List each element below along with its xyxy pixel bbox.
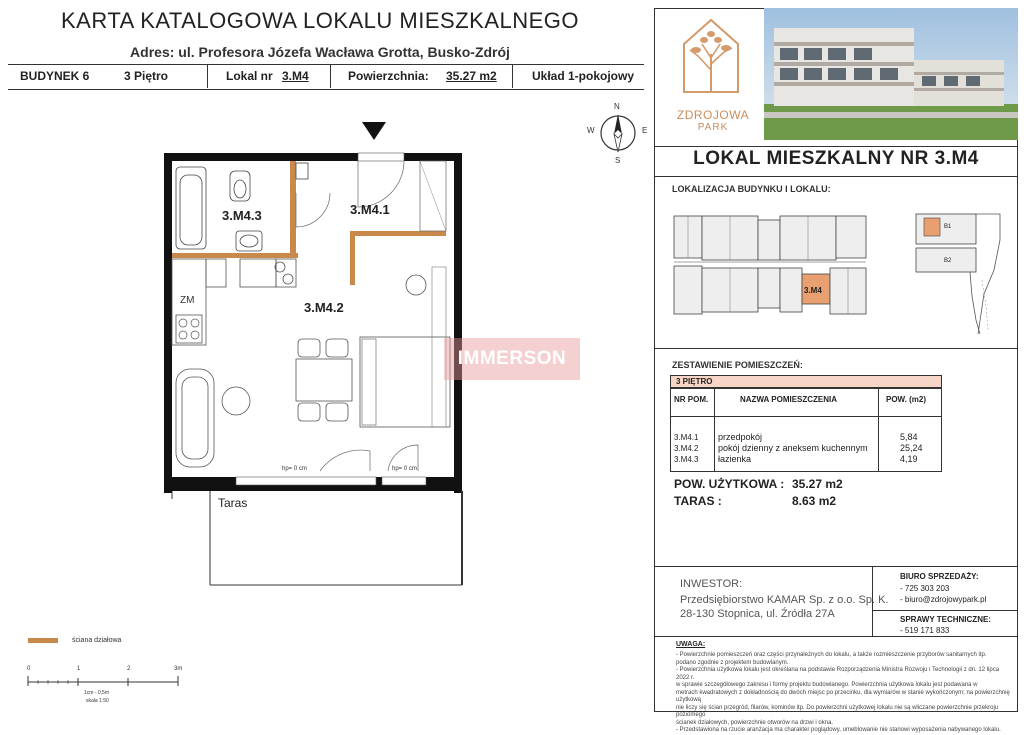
sales-label: BIURO SPRZEDAŻY: bbox=[900, 572, 979, 581]
floor-plan bbox=[150, 145, 480, 595]
scale-tick-1: 1 bbox=[77, 666, 81, 672]
document-title: KARTA KATALOGOWA LOKALU MIESZKALNEGO bbox=[60, 8, 580, 33]
table-row: 4,19 bbox=[900, 454, 918, 464]
terrace-total-label: TARAS : bbox=[674, 494, 722, 508]
zm-label: ZM bbox=[180, 295, 195, 306]
compass-n: N bbox=[614, 102, 620, 111]
table-row: 3.M4.1 bbox=[674, 433, 699, 442]
note-line: - Powierzchnie pomieszczeń oraz części przynależnych do lokalu, a także rozmieszczenie przyborów sanitarnych itp. bbox=[676, 652, 987, 658]
room-label-hall: 3.M4.1 bbox=[350, 202, 390, 217]
compass-e: E bbox=[642, 126, 648, 135]
note-line: - Przedstawiona na rzucie aranżacja ma charakter poglądowy, umeblowanie nie stanowi wyposażenia nabywanego lokalu. bbox=[676, 727, 1001, 733]
terrace-label: Taras bbox=[218, 496, 248, 510]
note-line: ścianek działowych, powierzchnie otworów na drzwi i okna. bbox=[676, 719, 834, 726]
compass-w: W bbox=[587, 126, 595, 135]
panel-divider bbox=[654, 348, 1018, 349]
table-col-divider bbox=[714, 388, 715, 472]
info-divider bbox=[330, 64, 331, 88]
col-area: POW. (m2) bbox=[886, 395, 927, 404]
table-row: 5,84 bbox=[900, 432, 918, 442]
panel-divider bbox=[654, 566, 1018, 567]
table-row: pokój dzienny z aneksem kuchennym bbox=[718, 443, 868, 453]
legend-wall-label: ściana działowa bbox=[72, 637, 122, 644]
note-lines bbox=[676, 652, 1014, 735]
address: Adres: ul. Profesora Józefa Wacława Grotta, Busko-Zdrój bbox=[130, 44, 510, 60]
table-head-divider bbox=[670, 416, 942, 417]
table-row: przedpokój bbox=[718, 432, 763, 442]
panel-divider bbox=[872, 610, 1018, 611]
table-col-divider bbox=[878, 388, 879, 472]
investor-label: INWESTOR: bbox=[680, 578, 743, 590]
table-row: łazienka bbox=[718, 454, 752, 464]
usable-label: POW. UŻYTKOWA : bbox=[674, 477, 785, 491]
unit-title: LOKAL MIESZKALNY NR 3.M4 bbox=[693, 148, 979, 169]
note-line: nie liczy się ścian przegród, filarów, kominów itp. Do powierzchni użytkowej lokalu nie są wliczane powierzchnie przekroju poziomego bbox=[676, 704, 999, 718]
scale-ratio: skala 1:50 bbox=[86, 698, 109, 704]
investor-line1: Przedsiębiorstwo KAMAR Sp. z o.o. Sp. K. bbox=[680, 594, 889, 606]
site-b1: B1 bbox=[944, 224, 952, 230]
table-row: 3.M4.2 bbox=[674, 444, 699, 453]
sales-email: - biuro@zdrojowypark.pl bbox=[900, 595, 987, 604]
room-area-list bbox=[900, 432, 923, 465]
info-divider bbox=[512, 64, 513, 88]
hp-label-2: hp= 0 cm bbox=[392, 466, 417, 472]
table-row: 25,24 bbox=[900, 443, 923, 453]
unit-label: Lokal nr bbox=[226, 69, 273, 83]
info-divider bbox=[207, 64, 208, 88]
brand-sub: PARK bbox=[697, 122, 729, 133]
note-line: w sprawie szczegółowego zakresu i formy projektu budowlanego. Powierzchnia użytkowa lokalu jest podawana w bbox=[676, 682, 978, 688]
room-label-bath: 3.M4.3 bbox=[222, 208, 262, 223]
compass-s: S bbox=[615, 156, 621, 165]
building-render bbox=[764, 8, 1018, 140]
scale-note: 1cm - 0,5m bbox=[84, 690, 110, 696]
usable-value: 35.27 m2 bbox=[792, 477, 843, 491]
note-line: podano zgodnie z projektem budowlanym. bbox=[676, 659, 789, 666]
scale-tick-2: 2 bbox=[127, 666, 131, 672]
sales-phone: - 725 303 203 bbox=[900, 584, 950, 593]
note-label: UWAGA: bbox=[676, 641, 706, 648]
entrance-arrow-icon bbox=[360, 120, 388, 142]
location-heading: LOKALIZACJA BUDYNKU I LOKALU: bbox=[672, 184, 831, 194]
info-row bbox=[8, 64, 644, 90]
room-nr-list bbox=[674, 432, 698, 465]
room-label-living: 3.M4.2 bbox=[304, 300, 344, 315]
terrace-total-value: 8.63 m2 bbox=[792, 494, 837, 508]
col-nr: NR POM. bbox=[674, 395, 709, 404]
investor-line2: 28-130 Stopnica, ul. Źródła 27A bbox=[680, 608, 835, 620]
floor-band bbox=[670, 375, 942, 388]
brand-name: ZDROJOWA bbox=[676, 108, 750, 122]
tech-phone: - 519 171 833 bbox=[900, 626, 950, 635]
site-plan bbox=[910, 210, 1010, 338]
col-name: NAZWA POMIESZCZENIA bbox=[740, 395, 838, 404]
area-value: 35.27 m2 bbox=[446, 69, 497, 83]
hp-label-1: hp= 0 cm bbox=[282, 466, 307, 472]
panel-divider bbox=[654, 636, 1018, 637]
note-line: - Powierzchnia użytkowa lokalu jest określana na podstawie Rozporządzenia Ministra Rozwoju i Technologii z dn. 12 lipca 2022 r. bbox=[676, 667, 1000, 681]
layout-label: Układ 1-pokojowy bbox=[532, 69, 635, 83]
panel-divider bbox=[654, 176, 1018, 177]
tech-label: SPRAWY TECHNICZNE: bbox=[900, 615, 991, 624]
building-location-plan bbox=[668, 210, 878, 322]
summary-heading: ZESTAWIENIE POMIESZCZEŃ: bbox=[672, 360, 803, 370]
panel-divider bbox=[654, 146, 1018, 147]
scale-tick-0: 0 bbox=[27, 666, 31, 672]
area-label: Powierzchnia: bbox=[348, 69, 429, 83]
floor-band-label: 3 PIĘTRO bbox=[676, 377, 713, 386]
floor-label: 3 Piętro bbox=[124, 69, 169, 83]
room-name-list bbox=[718, 432, 868, 465]
site-b2: B2 bbox=[944, 258, 952, 264]
building-label: BUDYNEK 6 bbox=[20, 69, 90, 83]
watermark: IMMERSON bbox=[444, 338, 580, 380]
legend-wall-swatch bbox=[28, 638, 58, 643]
plan-unit-label: 3.M4 bbox=[804, 286, 822, 295]
note-line: metrach kwadratowych z dokładnością do dwóch miejsc po przecinku, dla wymiarów w stanie wykończonym; na powierzchnię użytkową bbox=[676, 689, 1010, 703]
unit-value: 3.M4 bbox=[282, 69, 309, 83]
tree-logo-icon bbox=[676, 14, 746, 94]
table-row: 3.M4.3 bbox=[674, 455, 699, 464]
scale-tick-3: 3m bbox=[174, 666, 183, 672]
scale-bar bbox=[24, 672, 184, 688]
